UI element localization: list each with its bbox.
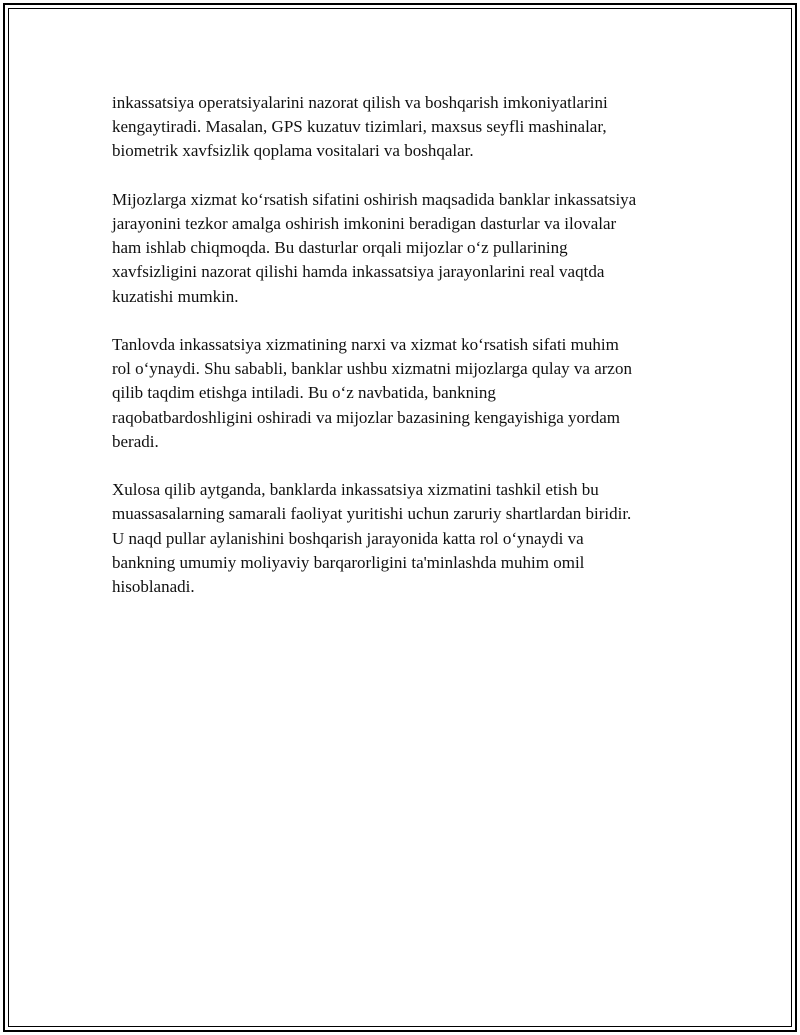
- paragraph-4: Xulosa qilib aytganda, banklarda inkassatsiya xizmatini tashkil etish bu muassasalarning samarali faoliyat yuritishi uchun zaruriy shartlardan biridir. U naqd pullar aylanishini boshqarish jarayonida katta rol oʻynaydi va bankning umumiy moliyaviy barqarorligini ta'minlashda muhim omil hisoblanadi.: [112, 480, 632, 597]
- document-body: [112, 91, 692, 623]
- paragraph-1: inkassatsiya operatsiyalarini nazorat qilish va boshqarish imkoniyatlarini kengaytiradi. Masalan, GPS kuzatuv tizimlari, maxsus seyfli mashinalar, biometrik xavfsizlik qoplama vositalari va boshqalar.: [112, 93, 608, 161]
- paragraph-2: Mijozlarga xizmat koʻrsatish sifatini oshirish maqsadida banklar inkassatsiya jarayonini tezkor amalga oshirish imkonini beradigan dasturlar va ilovalar ham ishlab chiqmoqda. Bu dasturlar orqali mijozlar oʻz pullarining xavfsizligini nazorat qilishi hamda inkassatsiya jarayonlarini real vaqtda kuzatishi mumkin.: [112, 189, 637, 306]
- paragraph-3: Tanlovda inkassatsiya xizmatining narxi va xizmat koʻrsatish sifati muhim rol oʻynaydi. Shu sababli, banklar ushbu xizmatni mijozlarga qulay va arzon qilib taqdim etishga intiladi. Bu oʻz navbatida, bankning raqobatbardoshligini oshiradi va mijozlar bazasining kengayishiga yordam beradi.: [112, 335, 632, 451]
